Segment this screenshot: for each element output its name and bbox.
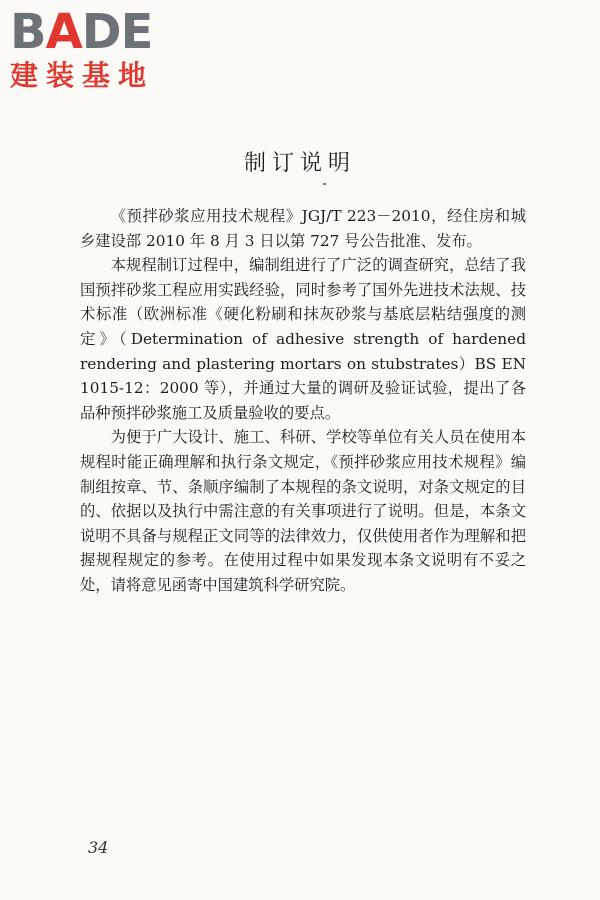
logo-letters-de: DE — [81, 4, 153, 60]
page-number: 34 — [88, 838, 109, 857]
body-text — [80, 204, 526, 598]
title-dot-mark — [323, 183, 326, 185]
bade-logo — [10, 6, 180, 92]
logo-letter-a: A — [45, 4, 82, 60]
paragraph-approval: 《预拌砂浆应用技术规程》JGJ/T 223－2010，经住房和城乡建设部 2010 年 8 月 3 日以第 727 号公告批准、发布。 — [80, 207, 526, 250]
logo-letter-b: B — [10, 4, 46, 60]
page-title: 制订说明 — [243, 151, 356, 176]
logo-wordmark — [10, 6, 180, 58]
logo-subtitle: 建装基地 — [10, 59, 155, 92]
paragraph-drafting-process: 本规程制订过程中，编制组进行了广泛的调查研究，总结了我国预拌砂浆工程应用实践经验，同时参考了国外先进技术法规、技术标准（欧洲标准《硬化粉刷和抹灰砂浆与基底层粘结强度的测定》（Determination of adhesive strength of hardened rendering and plastering mortars on stubstrates）BS EN 1015-12：2000 等），并通过大量的调研及验证试验，提出了各品种预拌砂浆施工及质量验收的要点。 — [80, 256, 526, 422]
paragraph-usage-note: 为便于广大设计、施工、科研、学校等单位有关人员在使用本规程时能正确理解和执行条文规定，《预拌砂浆应用技术规程》编制组按章、节、条顺序编制了本规程的条文说明，对条文规定的目的、依据以及执行中需注意的有关事项进行了说明。但是，本条文说明不具备与规程正文同等的法律效力，仅供使用者作为理解和把握规程规定的参考。在使用过程中如果发现本条文说明有不妥之处，请将意见函寄中国建筑科学研究院。 — [80, 428, 526, 594]
